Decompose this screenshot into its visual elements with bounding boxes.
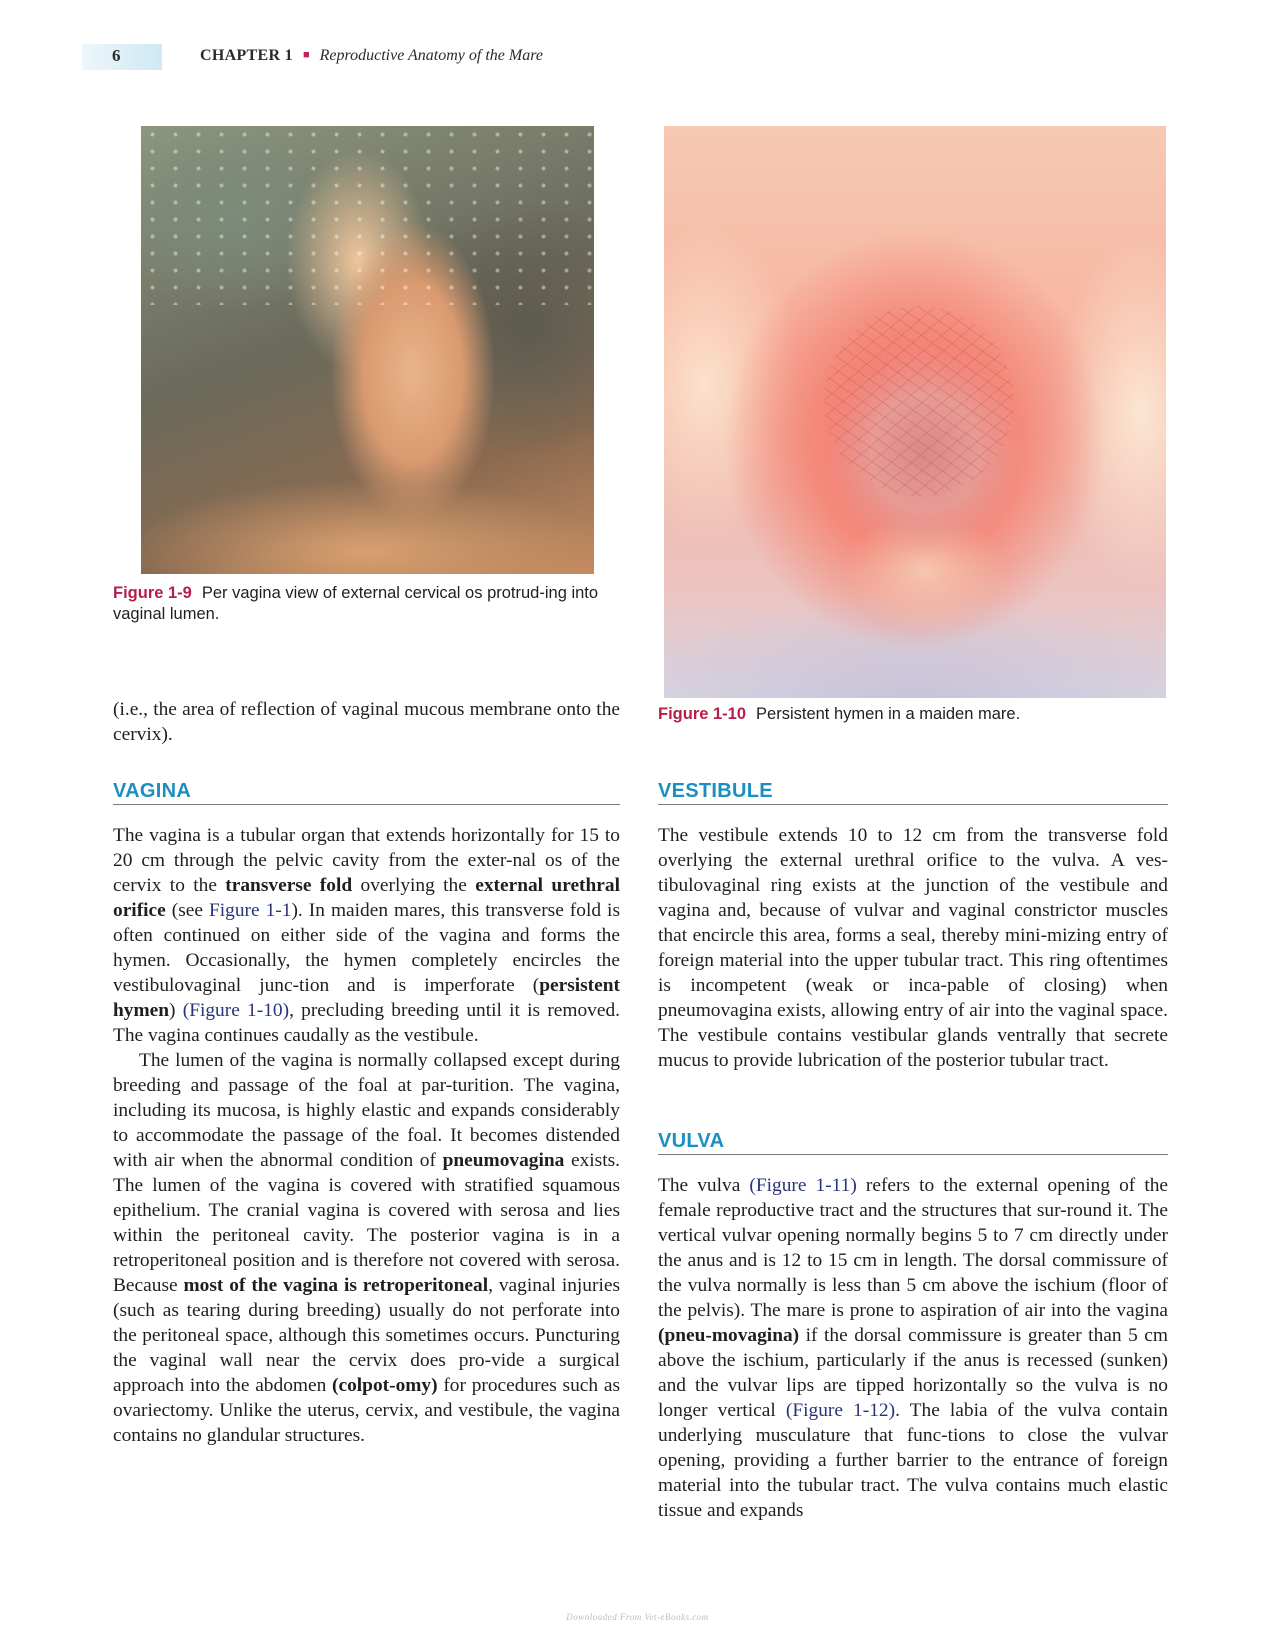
figure-link[interactable]: Figure 1-1 xyxy=(208,900,292,921)
figure-link[interactable]: (Figure 1-12) xyxy=(785,1400,896,1421)
paragraph: The vestibule extends 10 to 12 cm from the transverse fold overlying the external urethral orifice to the vulva. A ves-tibulovaginal ring exists at the junction of the vestibule and vagina and, because of vulvar and vaginal constrictor muscles that encircle this area, forms a seal, thereby mini-mizing entry of foreign material into the upper tubular tract. This ring oftentimes is incompetent (weak or inca-pable of closing) when pneumovagina exists, allowing entry of air into the vaginal space. The vestibule contains vestibular glands ventrally that secrete mucus to provide lubrication of the posterior tubular tract. xyxy=(658,825,1168,1071)
paragraph: The vulva (Figure 1-11) refers to the external opening of the female reproductive tract and the structures that sur-round it. The vertical vulvar opening normally begins 5 to 7 cm directly under the anus and is 12 to 15 cm in length. The dorsal commissure of the vulva normally is less than 5 cm above the ischium (floor of the pelvis). The mare is prone to aspiration of air into the vagina (pneu-movagina) if the dorsal commissure is greater than 5 cm above the ischium, particularly if the anus is recessed (sunken) and the vulvar lips are tipped horizontally so the vulva is no longer vertical (Figure 1-12). The labia of the vulva contain underlying musculature that func-tions to close the vulvar opening, providing a further barrier to the entrance of foreign material into the tubular tract. The vulva contains much elastic tissue and expands xyxy=(658,1175,1169,1521)
figure-1-9-photo xyxy=(141,126,594,574)
vulva-section-body xyxy=(658,1173,1168,1523)
chapter-title: Reproductive Anatomy of the Mare xyxy=(319,47,543,64)
figure-1-10-photo xyxy=(664,126,1166,698)
paragraph: The vagina is a tubular organ that extends horizontally for 15 to 20 cm through the pelvic cavity from the exter-nal os of the cervix to the transverse fold overlying the external urethral orifice (see Figure 1-1). In maiden mares, this transverse fold is often continued on either side of the vagina and forms the hymen. Occasionally, the hymen completely encircles the vestibulovaginal junc-tion and is imperforate (persistent hymen) (Figure 1-10), precluding breeding until it is removed. The vagina continues caudally as the vestibule. xyxy=(113,825,621,1046)
bullet-icon: ■ xyxy=(302,49,310,61)
figure-link[interactable]: (Figure 1-11) xyxy=(749,1175,857,1196)
section-heading-vestibule: VESTIBULE xyxy=(658,780,1168,805)
vestibule-section-body xyxy=(658,823,1168,1073)
term: transverse fold xyxy=(225,875,353,896)
page-number-tab xyxy=(82,44,162,70)
chapter-label: CHAPTER 1 xyxy=(200,47,293,64)
section-heading-vulva: VULVA xyxy=(658,1130,1168,1155)
caption-text: Persistent hymen in a maiden mare. xyxy=(756,705,1021,723)
running-head xyxy=(200,47,543,65)
paragraph: The lumen of the vagina is normally collapsed except during breeding and passage of the foal at par-turition. The vagina, including its mucosa, is highly elastic and expands considerably to accommodate the passage of the foal. It becomes distended with air when the abnormal condition of pneumovagina exists. The lumen of the vagina is covered with stratified squamous epithelium. The cranial vagina is covered with serosa and lies within the peritoneal cavity. The posterior vagina is in a retroperitoneal position and is therefore not covered with serosa. Because most of the vagina is retroperitoneal, vaginal injuries (such as tearing during breeding) usually do not perforate into the peritoneal space, although this sometimes occurs. Puncturing the vaginal wall near the cervix does pro-vide a surgical approach into the abdomen (colpot-omy) for procedures such as ovariectomy. Unlike the uterus, cervix, and vestibule, the vagina contains no glandular structures. xyxy=(113,1050,620,1446)
figure-1-10-caption xyxy=(658,704,1178,725)
term: persistent hymen xyxy=(113,975,620,1021)
continuation-paragraph: (i.e., the area of reflection of vaginal mucous membrane onto the cervix). xyxy=(113,699,620,745)
term: pneumovagina xyxy=(442,1150,565,1171)
term: (colpot-omy) xyxy=(332,1375,438,1396)
term: (pneu-movagina) xyxy=(658,1325,800,1346)
term: most of the vagina is retroperitoneal xyxy=(183,1275,489,1296)
figure-1-9-caption xyxy=(113,583,623,625)
page-number: 6 xyxy=(112,46,121,65)
footer-watermark: Downloaded From Vet-eBooks.com xyxy=(566,1612,709,1622)
figure-label: Figure 1-10 xyxy=(658,705,747,723)
caption-text: Per vagina view of external cervical os protrud-ing into vaginal lumen. xyxy=(113,584,599,623)
vagina-section-body xyxy=(113,823,620,1448)
figure-link[interactable]: (Figure 1-10) xyxy=(182,1000,290,1021)
figure-label: Figure 1-9 xyxy=(113,584,192,602)
term: external urethral orifice xyxy=(113,875,620,921)
section-heading-vagina: VAGINA xyxy=(113,780,620,805)
